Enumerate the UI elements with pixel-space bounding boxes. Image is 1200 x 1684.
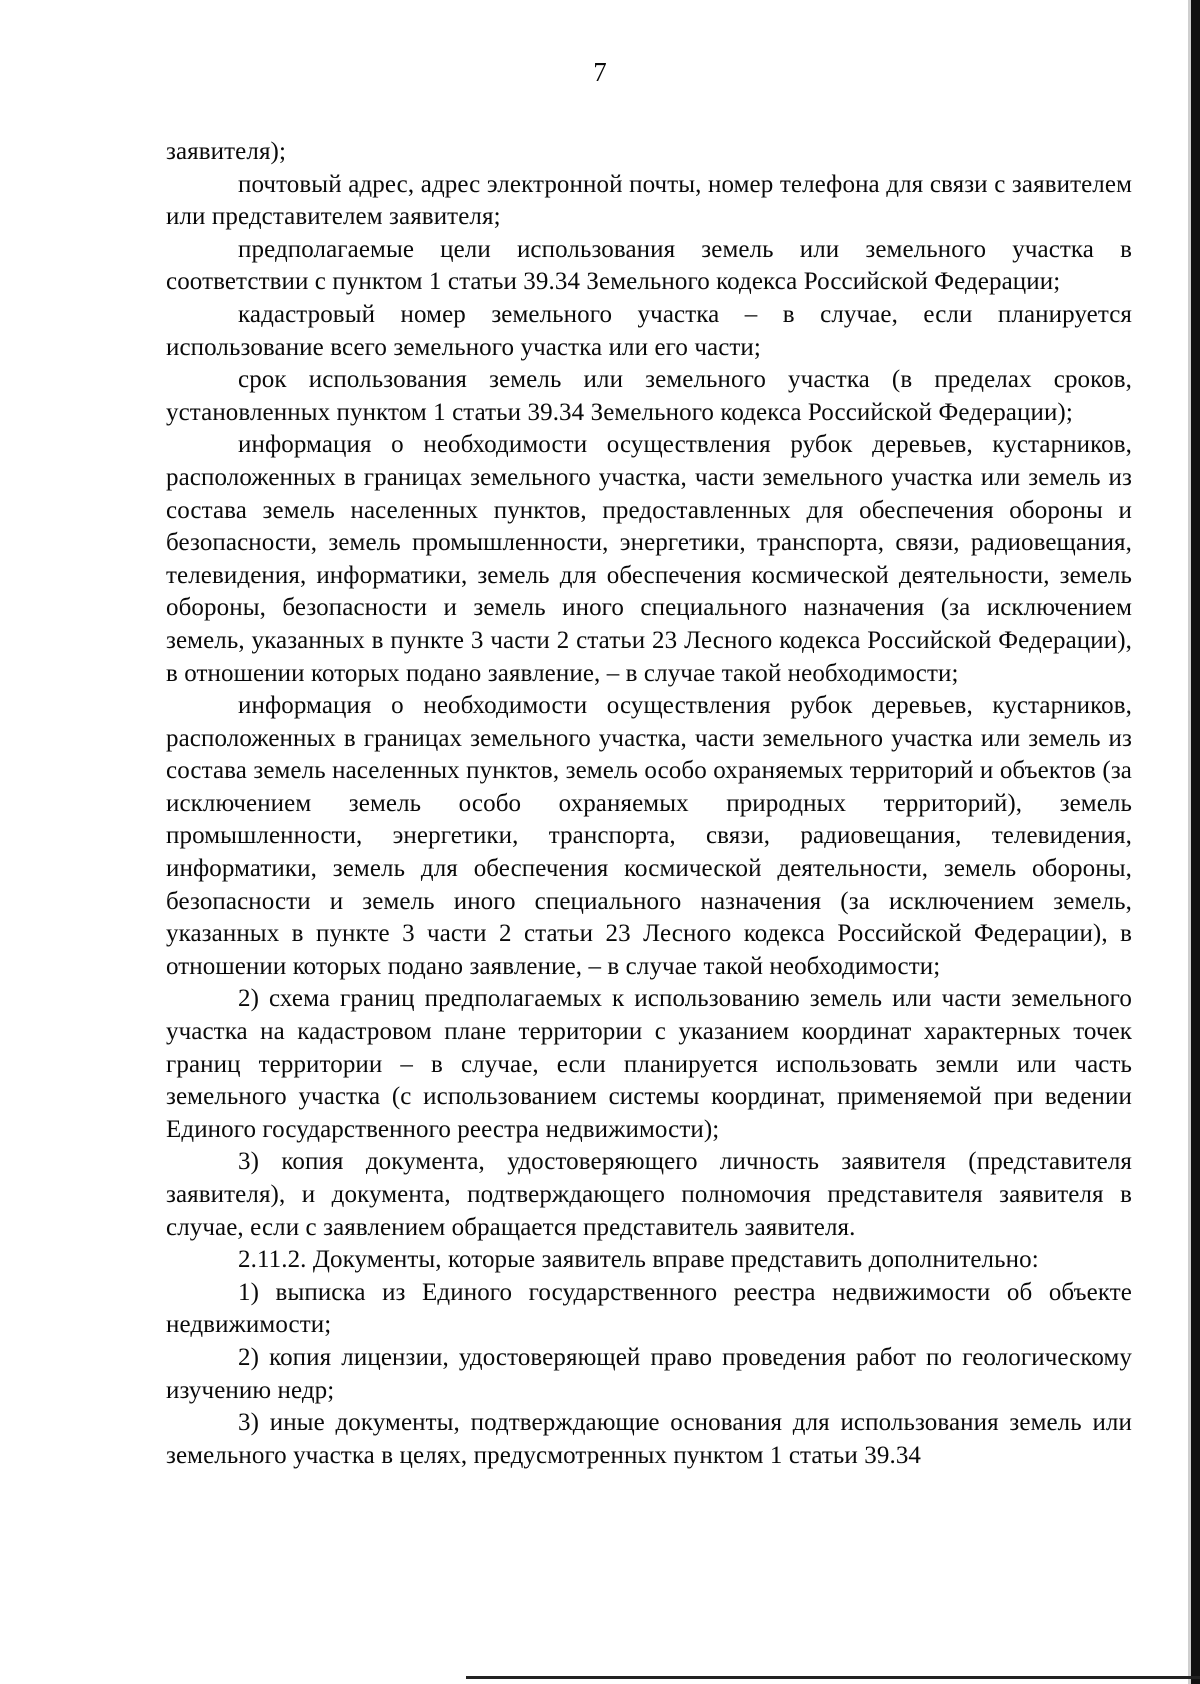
- paragraph-tree-felling-info-1: информация о необходимости осуществления рубок деревьев, кустарников, расположенных в границах земельного участка, части земельного участка или земель из состава земель населенных пунктов, предоставленных для обеспечения обороны и безопасности, земель промышленности, энергетики, транспорта, связи, радиовещания, телевидения, информатики, земель для обеспечения космической деятельности, земель обороны, безопасности и земель иного специального назначения (за исключением земель, указанных в пункте 3 части 2 статьи 23 Лесного кодекса Российской Федерации), в отношении которых подано заявление, – в случае такой необходимости;: [166, 431, 1132, 687]
- paragraph-tree-felling-info-2: информация о необходимости осуществления рубок деревьев, кустарников, расположенных в границах земельного участка, части земельного участка или земель из состава земель населенных пунктов, земель особо охраняемых территорий и объектов (за исключением земель особо охраняемых природных территорий), земель промышленности, энергетики, транспорта, связи, радиовещания, телевидения, информатики, земель для обеспечения космической деятельности, земель обороны, безопасности и земель иного специального назначения (за исключением земель, указанных в пункте 3 части 2 статьи 23 Лесного кодекса Российской Федерации), в отношении которых подано заявление, – в случае такой необходимости;: [166, 692, 1132, 980]
- paragraph-identity-document: 3) копия документа, удостоверяющего личность заявителя (представителя заявителя), и документа, подтверждающего полномочия представителя заявителя в случае, если с заявлением обращается представитель заявителя.: [166, 1148, 1132, 1241]
- paragraph-applicant-continuation: заявителя);: [166, 138, 287, 165]
- page-number: 7: [593, 57, 607, 87]
- paragraph-other-documents: 3) иные документы, подтверждающие основания для использования земель или земельного участка в целях, предусмотренных пунктом 1 статьи 39.34: [166, 1409, 1132, 1469]
- paragraph-section-2-11-2: 2.11.2. Документы, которые заявитель вправе представить дополнительно:: [238, 1246, 1039, 1274]
- paragraph-registry-extract: 1) выписка из Единого государственного реестра недвижимости об объекте недвижимости;: [166, 1278, 1132, 1339]
- paragraph-contact-details: почтовый адрес, адрес электронной почты, номер телефона для связи с заявителем или представителем заявителя;: [166, 170, 1132, 231]
- paragraph-usage-term: срок использования земель или земельного участка (в пределах сроков, установленных пунктом 1 статьи 39.34 Земельного кодекса Российской Федерации);: [166, 366, 1132, 426]
- scan-bottom-line: [466, 1676, 1200, 1679]
- paragraph-boundary-scheme: 2) схема границ предполагаемых к использованию земель или части земельного участка на кадастровом плане территории с указанием координат характерных точек границ территории – в случае, если планируется использовать земли или часть земельного участка (с использованием системы координат, применяемой при ведении Единого государственного реестра недвижимости);: [166, 985, 1132, 1143]
- body-text: [166, 136, 1132, 1472]
- paragraph-intended-purposes: предполагаемые цели использования земель или земельного участка в соответствии с пунктом 1 статьи 39.34 Земельного кодекса Российской Федерации;: [166, 235, 1132, 296]
- paragraph-license-copy: 2) копия лицензии, удостоверяющей право проведения работ по геологическому изучению недр;: [166, 1343, 1132, 1404]
- paragraph-cadastral-number: кадастровый номер земельного участка – в случае, если планируется использование всего земельного участка или его части;: [166, 300, 1132, 361]
- scan-edge: [1191, 0, 1200, 1684]
